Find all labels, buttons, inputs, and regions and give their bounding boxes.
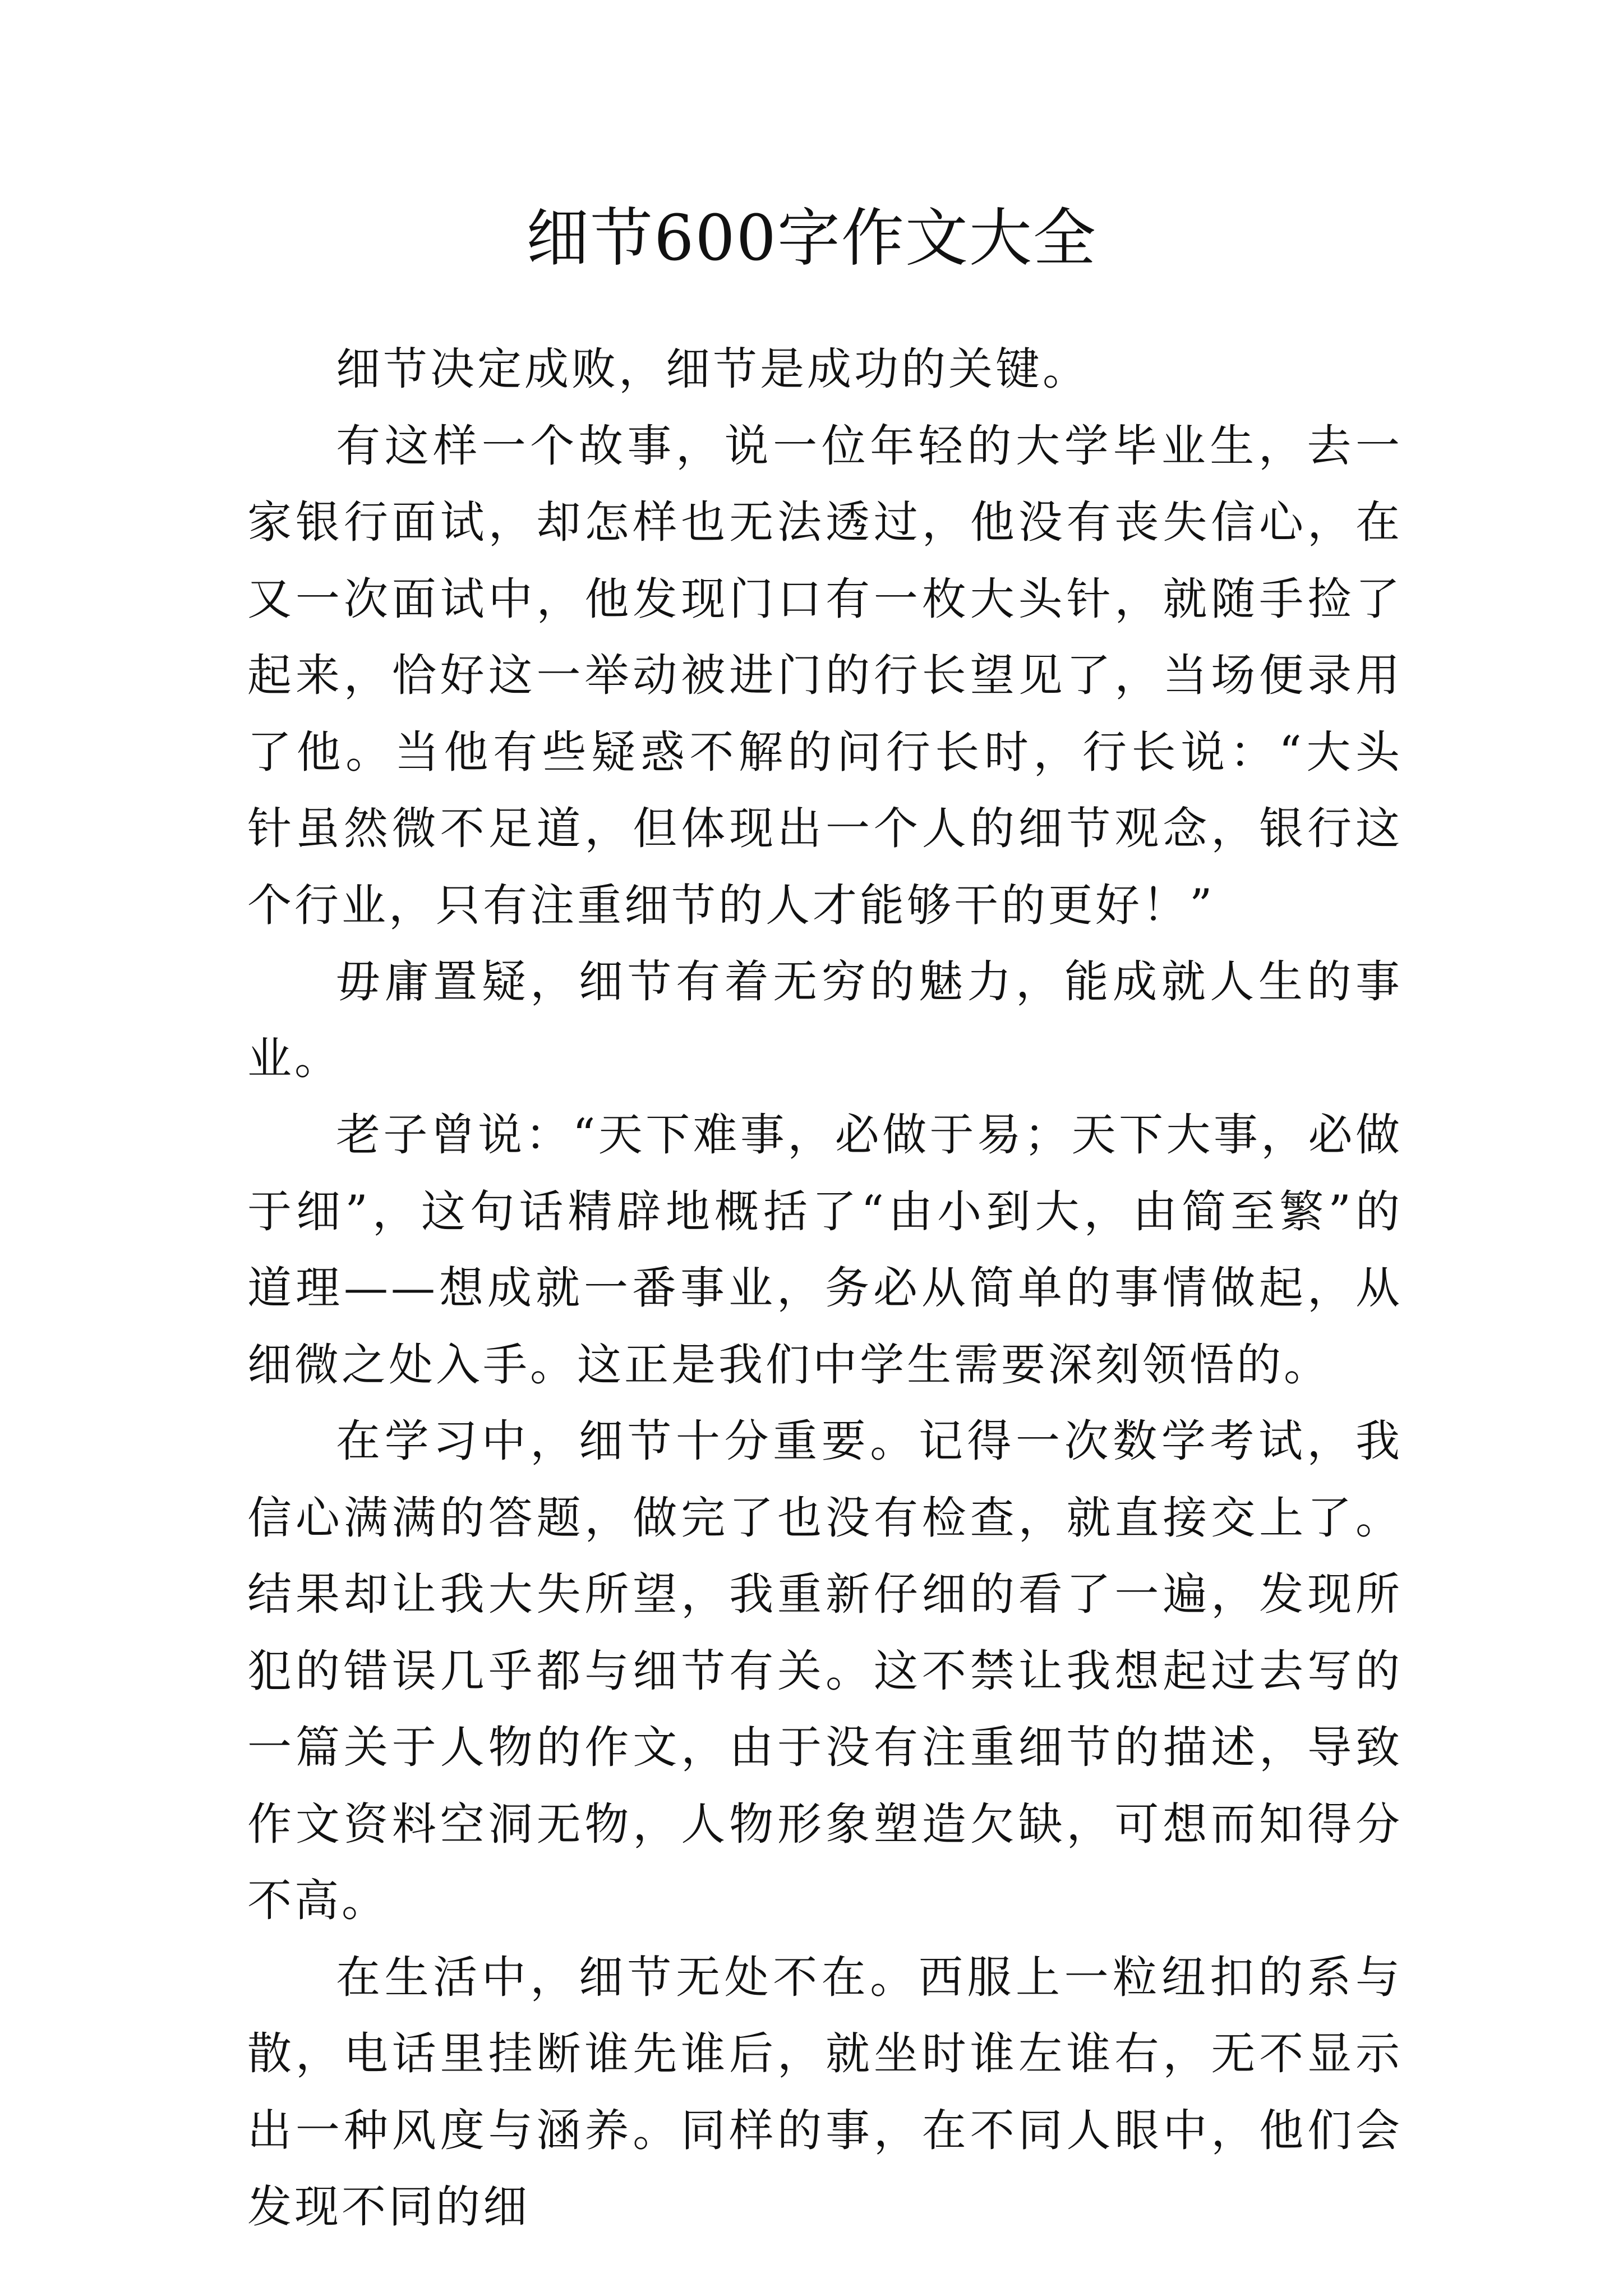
- paragraph-6: 在生活中，细节无处不在。西服上一粒纽扣的系与散，电话里挂断谁先谁后，就坐时谁左谁右，无不显示出一种风度与涵养。同样的事，在不同人眼中，他们会发现不同的细: [247, 1951, 1403, 2233]
- paragraph-4: 老子曾说：“天下难事，必做于易；天下大事，必做于细”，这句话精辟地概括了“由小到大，由简至繁”的道理——想成就一番事业，务必从简单的事情做起，从细微之处入手。这正是我们中学生需要深刻领悟的。: [247, 1109, 1403, 1391]
- document-title: 细节600字作文大全: [526, 202, 1097, 275]
- document-body: [247, 331, 1403, 2246]
- paragraph-3: 毋庸置疑，细节有着无穷的魅力，能成就人生的事业。: [247, 956, 1403, 1084]
- paragraph-1: 细节决定成败，细节是成功的关键。: [336, 343, 1090, 395]
- paragraph-2: 有这样一个故事，说一位年轻的大学毕业生，去一家银行面试，却怎样也无法透过，他没有丧失信心，在又一次面试中，他发现门口有一枚大头针，就随手捡了起来，恰好这一举动被进门的行长望见了，当场便录用了他。当他有些疑惑不解的问行长时，行长说：“大头针虽然微不足道，但体现出一个人的细节观念，银行这个行业，只有注重细节的人才能够干的更好！”: [247, 420, 1403, 931]
- paragraph-5: 在学习中，细节十分重要。记得一次数学考试，我信心满满的答题，做完了也没有检查，就直接交上了。结果却让我大失所望，我重新仔细的看了一遍，发现所犯的错误几乎都与细节有关。这不禁让我想起过去写的一篇关于人物的作文，由于没有注重细节的描述，导致作文资料空洞无物，人物形象塑造欠缺，可想而知得分不高。: [247, 1415, 1403, 1926]
